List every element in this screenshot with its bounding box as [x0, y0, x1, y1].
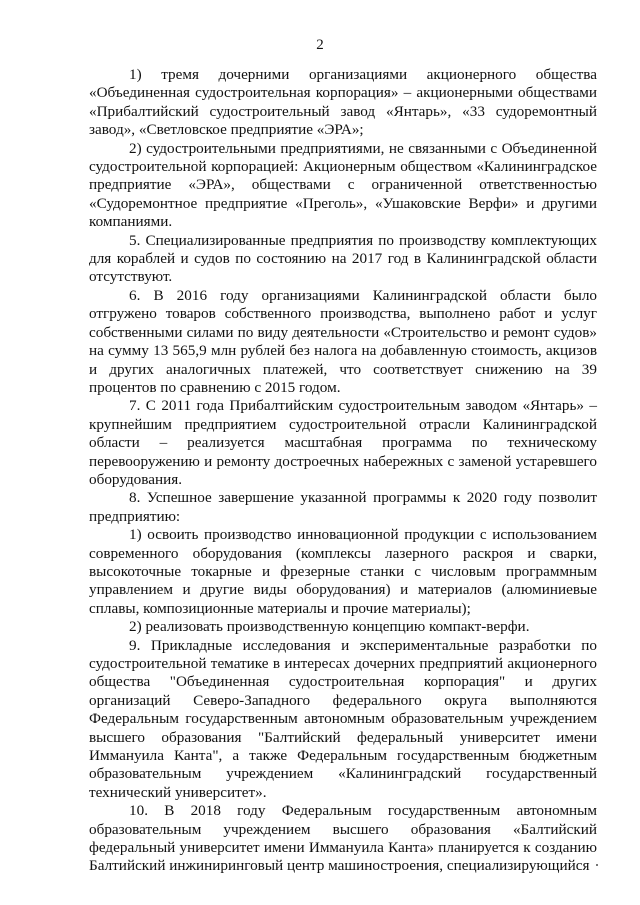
- paragraph: 6. В 2016 году организациями Калининградской области было отгружено товаров собственного производства, выполнено работ и услуг собственными силами по виду деятельности «Строительство и ремонт судов» на сумму 13 565,9 млн рублей без налога на добавленную стоимость, акцизов и других аналогичных платежей, что соответствует снижению на 39 процентов по сравнению с 2015 годом.: [89, 286, 597, 396]
- paragraph: 2) реализовать производственную концепцию компакт-верфи.: [129, 618, 530, 636]
- paragraph: 1) тремя дочерними организациями акционерного общества «Объединенная судостроительная корпорация» – акционерными обществами «Прибалтийский судостроительный завод «Янтарь», «33 судоремонтный завод», «Светловское предприятие «ЭРА»;: [89, 66, 597, 139]
- document-body: [89, 66, 597, 876]
- scan-dot: [596, 864, 598, 866]
- paragraph: 10. В 2018 году Федеральным государственным автономным образовательным учреждением высшего образования «Балтийский федеральный университет имени Иммануила Канта» планируется к созданию Балтийский инжиниринговый центр машиностроения, специализирующийся: [89, 802, 597, 875]
- paragraph: 2) судостроительными предприятиями, не связанными с Объединенной судостроительной корпорацией: Акционерным обществом «Калининградское предприятие «ЭРА», обществами с ограниченной ответственностью «Судоремонтное предприятие «Преголь», «Ушаковские Верфи» и другими компаниями.: [89, 139, 597, 231]
- paragraph: 9. Прикладные исследования и экспериментальные разработки по судостроительной тематике в интересах дочерних предприятий акционерного общества "Объединенная судостроительная корпорация" и других организаций Северо-Западного федерального округа выполняются Федеральным государственным автономным образовательным учреждением высшего образования "Балтийский федеральный университет имени Иммануила Канта", а также Федеральным государственным бюджетным образовательным учреждением «Калининградский государственный технический университет».: [89, 636, 597, 801]
- paragraph: 1) освоить производство инновационной продукции с использованием современного оборудования (комплексы лазерного раскроя и сварки, высокоточные токарные и фрезерные станки с числовым программным управлением и другие виды оборудования) и материалов (алюминиевые сплавы, композиционные материалы и прочие материалы);: [89, 526, 597, 617]
- paragraph: 7. С 2011 года Прибалтийским судостроительным заводом «Янтарь» – крупнейшим предприятием судостроительной отрасли Калининградской области – реализуется масштабная программа по техническому перевооружению и ремонту достроечных набережных с заменой устаревшего оборудования.: [89, 397, 597, 488]
- paragraph: 8. Успешное завершение указанной программы к 2020 году позволит предприятию:: [89, 489, 597, 525]
- paragraph: 5. Специализированные предприятия по производству комплектующих для кораблей и судов по состоянию на 2017 год в Калининградской области отсутствуют.: [89, 231, 597, 286]
- page-number: 2: [316, 37, 324, 53]
